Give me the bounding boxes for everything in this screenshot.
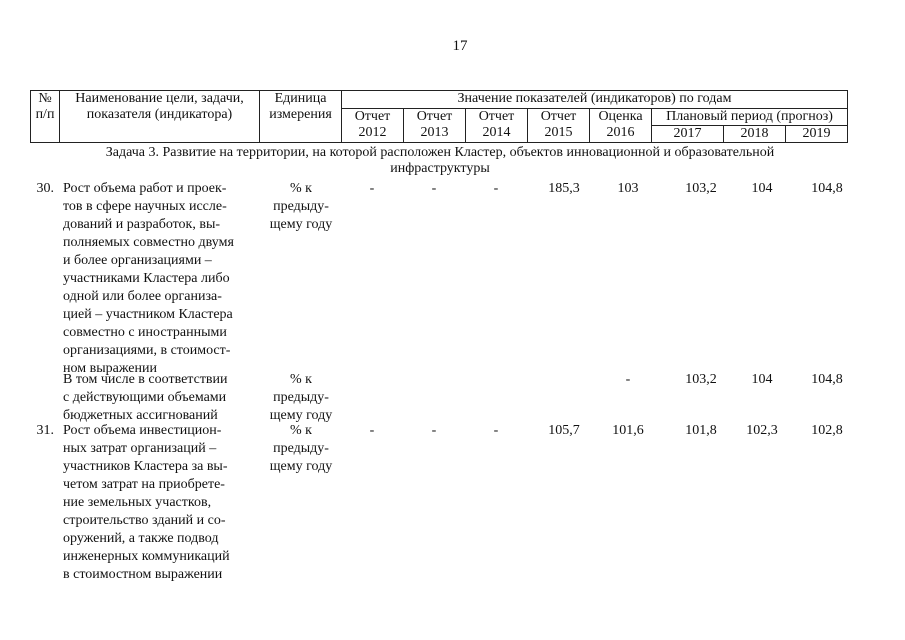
table-header	[30, 90, 848, 143]
row-unit: % к предыду- щему году	[269, 181, 333, 232]
header-year-cell: Оценка 2016	[590, 109, 652, 143]
header-year-cell: Отчет 2013	[404, 109, 466, 143]
row-number: 30.	[36, 181, 54, 196]
value-cell: 104,8	[811, 181, 843, 196]
task-heading: Задача 3. Развитие на территории, на которой расположен Кластер, объектов инновационной и образовательной инфраструктуры	[105, 145, 775, 176]
value-cell: 103	[617, 181, 639, 196]
value-cell: 104,8	[811, 372, 843, 387]
header-year-cell: Отчет 2012	[342, 109, 404, 143]
value-cell: 104	[751, 372, 773, 387]
value-cell: -	[493, 423, 499, 438]
value-cell: 101,8	[685, 423, 717, 438]
value-cell: 101,6	[612, 423, 644, 438]
row-number: 31.	[36, 423, 54, 438]
row-name: В том числе в соответствии с действующими объемами бюджетных ассигнований	[63, 372, 228, 423]
value-cell: 105,7	[548, 423, 580, 438]
row-name: Рост объема инвестицион- ных затрат организаций – участников Кластера за вы- четом затрат на приобрете- ние земельных участков, строительство зданий и со- оружений, а также подвод инженерных коммуникаций в стоимостном выражении	[63, 423, 230, 582]
value-cell: -	[493, 181, 499, 196]
page-number: 17	[452, 38, 468, 54]
header-unit: Единица измерения	[260, 91, 342, 143]
header-plan-title: Плановый период (прогноз)	[652, 109, 848, 126]
value-cell: 104	[751, 181, 773, 196]
value-cell: 102,8	[811, 423, 843, 438]
row-unit: % к предыду- щему году	[269, 372, 333, 423]
header-plan-year: 2019	[786, 126, 848, 143]
header-values-title: Значение показателей (индикаторов) по годам	[342, 91, 848, 109]
row-unit: % к предыду- щему году	[269, 423, 333, 474]
value-cell: -	[369, 181, 375, 196]
header-year-cell: Отчет 2015	[528, 109, 590, 143]
value-cell: 103,2	[685, 181, 717, 196]
value-cell: -	[431, 423, 437, 438]
row-name: Рост объема работ и проек- тов в сфере научных иссле- дований и разработок, вы- полняемых совместно двумя и более организациями – участниками Кластера либо одной или более организа- цией – участником Кластера совместно с иностранными организациями, в стоимост- ном выражении	[63, 181, 234, 376]
value-cell: 103,2	[685, 372, 717, 387]
header-year-cell: Отчет 2014	[466, 109, 528, 143]
header-name: Наименование цели, задачи, показателя (индикатора)	[60, 91, 260, 143]
header-num: № п/п	[31, 91, 60, 143]
header-plan-year: 2018	[724, 126, 786, 143]
value-cell: -	[625, 372, 631, 387]
header-plan-year: 2017	[652, 126, 724, 143]
value-cell: 102,3	[746, 423, 778, 438]
value-cell: -	[431, 181, 437, 196]
value-cell: -	[369, 423, 375, 438]
value-cell: 185,3	[548, 181, 580, 196]
